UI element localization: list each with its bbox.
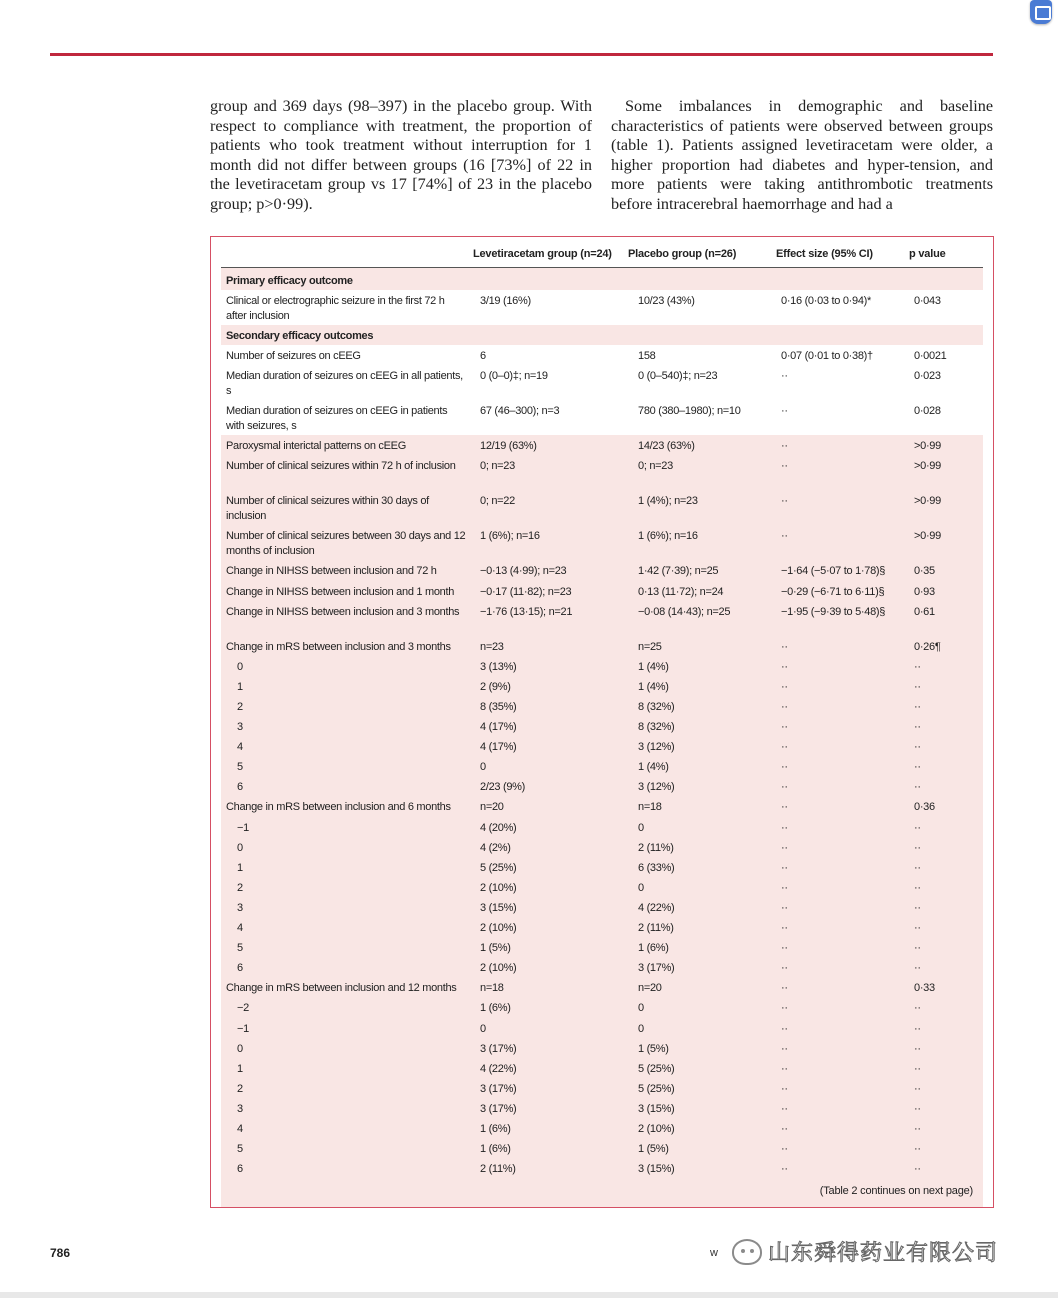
table-cell: n=20 [480,801,504,814]
table-cell: ·· [781,1022,788,1035]
table-cell: ·· [781,781,788,794]
table-cell: 1 (5%) [638,1143,669,1156]
table-row [221,636,983,656]
table-row [221,455,983,490]
table-cell: −0·17 (11·82); n=23 [480,585,572,598]
table-cell: 0·043 [914,295,941,308]
table-cell: >0·99 [914,530,941,543]
table-cell: −1·76 (13·15); n=21 [480,605,573,618]
table-cell: 0 (0–540)‡; n=23 [638,370,718,383]
header-effect-size: Effect size (95% CI) [776,248,873,260]
table-cell: −2 [237,1002,249,1015]
table-row [221,776,983,796]
table-cell: 1 (4%) [638,761,669,774]
table-cell: 3 [237,721,243,733]
table-cell: 8 (32%) [638,721,675,733]
table-cell: 0 [237,841,243,854]
table-cell: 2 (10%) [480,922,517,934]
table-cell: 4 [237,922,243,934]
table-cell: Clinical or electrographic seizure in the first 72 h after inclusion [226,295,445,323]
table-row [221,601,983,636]
table-cell: ·· [781,460,788,473]
header-levetiracetam: Levetiracetam group (n=24) [473,248,612,260]
table-cell: 8 (32%) [638,700,675,713]
table-cell: 10/23 (43%) [638,295,695,308]
table-cell: ·· [914,761,921,774]
table-cell: ·· [914,942,921,955]
table-cell: 5 [237,1143,243,1156]
table-cell: 0·0021 [914,350,947,363]
table-cell: ·· [781,962,788,975]
table-row [221,365,983,400]
table-cell: 0·61 [914,605,935,618]
table-cell: ·· [781,640,788,653]
table-cell: 1 (6%); n=16 [480,530,540,543]
table-cell: 1 (5%) [638,1042,669,1055]
table-cell: ·· [914,1082,921,1095]
table-cell: 3 (15%) [638,1102,675,1115]
table-cell: n=23 [480,640,504,653]
table-cell: 3 [237,1102,243,1115]
table-row [221,581,983,601]
body-column-left [210,97,592,215]
table-row [221,756,983,776]
table-cell: 3 [237,901,243,914]
table-cell: 5 [237,942,243,955]
table-section-row [221,270,983,290]
table-cell: 67 (46–300); n=3 [480,405,560,418]
table-cell: 0·93 [914,585,935,598]
page-number: 786 [50,1246,71,1260]
table-cell: 158 [638,350,656,363]
header-placebo: Placebo group (n=26) [628,248,737,260]
table-cell: −0·29 (−6·71 to 6·11)§ [781,585,885,598]
table-cell: ·· [914,1002,921,1015]
table-cell: 2 (11%) [480,1163,516,1176]
table-cell: 5 (25%) [638,1082,675,1095]
table-cell: 14/23 (63%) [638,440,695,453]
table-cell: Number of clinical seizures within 72 h of inclusion [226,460,456,473]
table-cell: 0·35 [914,565,935,578]
table-row [221,796,983,816]
table-cell: n=20 [638,982,662,995]
table-cell: 6 [237,1163,243,1176]
table-cell: n=25 [638,640,662,653]
table-cell: 1 (6%); n=16 [638,530,698,543]
table-cell: 1·42 (7·39); n=25 [638,565,719,578]
table-cell: 0 [480,761,486,774]
table-cell: −1·95 (−9·39 to 5·48)§ [781,605,886,618]
table-cell: 3 (17%) [638,962,675,975]
watermark-text: 山东舜得药业有限公司 [768,1241,999,1266]
table-row [221,1078,983,1098]
table-row [221,817,983,837]
table-cell: ·· [914,700,921,713]
table-cell: ·· [781,1143,788,1156]
table-cell: ·· [781,741,788,754]
table-row [221,736,983,756]
table-cell: 2 (10%) [480,962,517,975]
table-cell: 3 (15%) [480,901,517,914]
table-row [221,716,983,736]
table-cell: ·· [781,370,788,383]
table-row [221,290,983,325]
table-cell: 2 [237,881,243,894]
table-cell: 2 [237,1082,243,1095]
table-cell: 4 (2%) [480,841,511,854]
table-cell: 6 (33%) [638,861,675,874]
table-cell: ·· [781,881,788,894]
table-cell: 1 (4%) [638,660,669,673]
table-cell: ·· [781,1042,788,1055]
table-cell: 0·13 (11·72); n=24 [638,585,724,598]
table-cell: 3/19 (16%) [480,295,531,308]
table-cell: −0·08 (14·43); n=25 [638,605,731,618]
table-cell: 1 (5%) [480,942,511,955]
table-row [221,1138,983,1158]
table-cell: 4 (17%) [480,721,517,733]
body-column-right [611,97,993,215]
table-row [221,525,983,560]
table-cell: Change in mRS between inclusion and 12 months [226,982,457,995]
table-cell: ·· [914,1062,921,1075]
table-cell: 1 [237,861,243,874]
table-cell: Change in NIHSS between inclusion and 1 month [226,585,455,598]
table-cell: 1 (6%) [638,942,669,955]
table-cell: Change in mRS between inclusion and 3 months [226,640,451,653]
table-cell: 8 (35%) [480,700,517,713]
table-cell: Median duration of seizures on cEEG in patients with seizures, s [226,405,448,433]
table-row [221,490,983,525]
table-cell: ·· [781,801,788,814]
table-cell: >0·99 [914,495,941,508]
table-cell: Change in NIHSS between inclusion and 3 months [226,605,460,618]
table-row [221,937,983,957]
table-cell: ·· [914,660,921,673]
table-row [221,656,983,676]
table-cell: Number of clinical seizures within 30 days of inclusion [226,495,429,523]
table-cell: ·· [781,405,788,418]
table-row [221,1018,983,1038]
app-corner-icon[interactable] [1030,0,1052,24]
table-cell: 3 (17%) [480,1082,517,1095]
table-row [221,435,983,455]
table-header-row [221,237,983,268]
table-cell: 0 [638,1022,644,1035]
table-cell: 0 (0–0)‡; n=19 [480,370,548,383]
table-continuation-note: (Table 2 continues on next page) [819,1185,973,1197]
table-cell: Median duration of seizures on cEEG in all patients, s [226,370,463,398]
table-cell: Number of seizures on cEEG [226,350,361,363]
table-cell: −1·64 (−5·07 to 1·78)§ [781,565,886,578]
table-cell: 0; n=22 [480,495,515,508]
table-cell: ·· [781,901,788,914]
watermark [732,1236,998,1267]
table-cell: 0 [638,881,644,894]
table-cell: ·· [914,680,921,693]
table-cell: 4 (17%) [480,741,517,754]
table-cell: >0·99 [914,440,941,453]
table-row [221,345,983,365]
table-cell: 3 (12%) [638,741,675,754]
table-cell: 2 (10%) [638,1123,675,1135]
table-cell: 0·023 [914,370,941,383]
bottom-bar [0,1292,1058,1298]
body-paragraph-left: group and 369 days (98–397) in the placebo group. With respect to compliance with treatment, the proportion of patients who took treatment without interruption for 1 month did not differ between groups (16 [73%] of 22 in the levetiracetam group vs 17 [74%] of 23 in the placebo group; p>0·99). [210,97,592,213]
table-cell: −0·13 (4·99); n=23 [480,565,567,578]
table-row [221,560,983,580]
table-cell: Change in mRS between inclusion and 6 months [226,801,451,814]
table-cell: n=18 [638,801,662,814]
table-cell: 0 [638,1002,644,1015]
table-cell: 2 [237,700,243,713]
table-cell: 3 (17%) [480,1102,517,1115]
table-cell: 2/23 (9%) [480,781,525,794]
table-cell: 3 (17%) [480,1042,517,1055]
table-cell: 1 (4%); n=23 [638,495,698,508]
table-cell: ·· [914,781,921,794]
table-cell: n=18 [480,982,504,995]
wechat-icon [732,1239,762,1265]
table-cell: ·· [914,841,921,854]
table-cell: Secondary efficacy outcomes [226,330,374,343]
table-cell: ·· [914,962,921,975]
table-cell: 2 (10%) [480,881,517,894]
table-cell: ·· [781,1002,788,1015]
table-cell: 3 (15%) [638,1163,675,1176]
table-cell: ·· [781,841,788,854]
table-cell: ·· [914,1123,921,1135]
table-cell: 2 (11%) [638,922,674,934]
table-cell: ·· [914,1163,921,1176]
table-cell: 4 (22%) [638,901,675,914]
results-table [210,236,994,1208]
table-cell: ·· [781,1062,788,1075]
table-row [221,897,983,917]
table-cell: >0·99 [914,460,941,473]
table-row [221,1058,983,1078]
table-cell: 2 (9%) [480,680,511,693]
table-cell: 0·07 (0·01 to 0·38)† [781,350,873,363]
table-cell: 6 [237,781,243,794]
table-row [221,837,983,857]
table-cell: −1 [237,821,249,834]
table-cell: ·· [781,861,788,874]
table-cell: ·· [781,1102,788,1115]
table-row [221,877,983,897]
table-cell: 1 (4%) [638,680,669,693]
table-row [221,1098,983,1118]
table-cell: ·· [781,680,788,693]
header-rule [50,53,993,56]
table-cell: 780 (380–1980); n=10 [638,405,741,418]
table-cell: ·· [914,861,921,874]
table-cell: ·· [914,1102,921,1115]
table-row [221,857,983,877]
table-cell: 0; n=23 [638,460,673,473]
table-cell: 1 [237,680,243,693]
table-cell: 1 (6%) [480,1143,511,1156]
table-row [221,997,983,1017]
table-cell: ·· [781,530,788,543]
table-cell: 1 (6%) [480,1123,511,1135]
table-cell: ·· [781,982,788,995]
table-row [221,676,983,696]
table-cell: ·· [781,700,788,713]
table-cell: ·· [781,721,788,733]
table-cell: ·· [914,721,921,733]
table-cell: Number of clinical seizures between 30 days and 12 months of inclusion [226,530,466,558]
table-cell: 0 [237,1042,243,1055]
table-cell: 0·26¶ [914,640,941,653]
table-cell: ·· [781,761,788,774]
table-cell: 6 [480,350,486,363]
table-cell: ·· [914,881,921,894]
table-cell: ·· [914,1042,921,1055]
body-paragraph-right: Some imbalances in demographic and baseline characteristics of patients were observed between groups (table 1). Patients assigned levetiracetam were older, a higher proportion had diabetes and hyper-tension, and more patients were taking antithrombotic treatments before intracerebral haemorrhage and had a [611,97,993,213]
table-cell: ·· [781,942,788,955]
table-row [221,917,983,937]
table-cell: ·· [781,821,788,834]
table-cell: −1 [237,1022,249,1035]
table-cell: 4 (20%) [480,821,517,834]
table-cell: ·· [781,1123,788,1135]
table-cell: ·· [781,495,788,508]
table-row [221,977,983,997]
table-cell: ·· [781,660,788,673]
table-cell: ·· [781,440,788,453]
table-cell: 0 [237,660,243,673]
table-cell: 4 [237,741,243,754]
table-cell: 5 [237,761,243,774]
table-row [221,696,983,716]
table-row [221,1038,983,1058]
table-cell: 1 [237,1062,243,1075]
table-cell: 4 [237,1123,243,1135]
table-cell: ·· [914,1143,921,1156]
table-cell: 0·028 [914,405,941,418]
table-cell: 2 (11%) [638,841,674,854]
table-cell: 3 (13%) [480,660,517,673]
table-cell: ·· [781,922,788,934]
table-cell: 5 (25%) [638,1062,675,1075]
table-cell: 0 [638,821,644,834]
table-cell: 0·36 [914,801,935,814]
table-cell: Paroxysmal interictal patterns on cEEG [226,440,406,453]
table-cell: 0·33 [914,982,935,995]
table-cell: 4 (22%) [480,1062,517,1075]
footer-url: w [710,1247,718,1259]
table-row [221,957,983,977]
table-cell: ·· [914,922,921,934]
table-cell: ·· [914,741,921,754]
table-cell: Change in NIHSS between inclusion and 72 h [226,565,437,578]
table-cell: ·· [781,1082,788,1095]
table-cell: 0; n=23 [480,460,515,473]
table-cell: ·· [781,1163,788,1176]
table-section-row [221,325,983,345]
header-p-value: p value [909,248,946,260]
table-body [221,237,983,1207]
table-row [221,1118,983,1138]
table-cell: 0 [480,1022,486,1035]
table-cell: 0·16 (0·03 to 0·94)* [781,295,871,308]
table-cell: Primary efficacy outcome [226,275,353,287]
table-cell: ·· [914,1022,921,1035]
table-cell: 6 [237,962,243,975]
table-row [221,1158,983,1178]
table-cell: 12/19 (63%) [480,440,537,453]
table-cell: 5 (25%) [480,861,517,874]
table-row [221,400,983,435]
table-cell: ·· [914,821,921,834]
table-cell: 3 (12%) [638,781,675,794]
table-cell: ·· [914,901,921,914]
table-cell: 1 (6%) [480,1002,511,1015]
